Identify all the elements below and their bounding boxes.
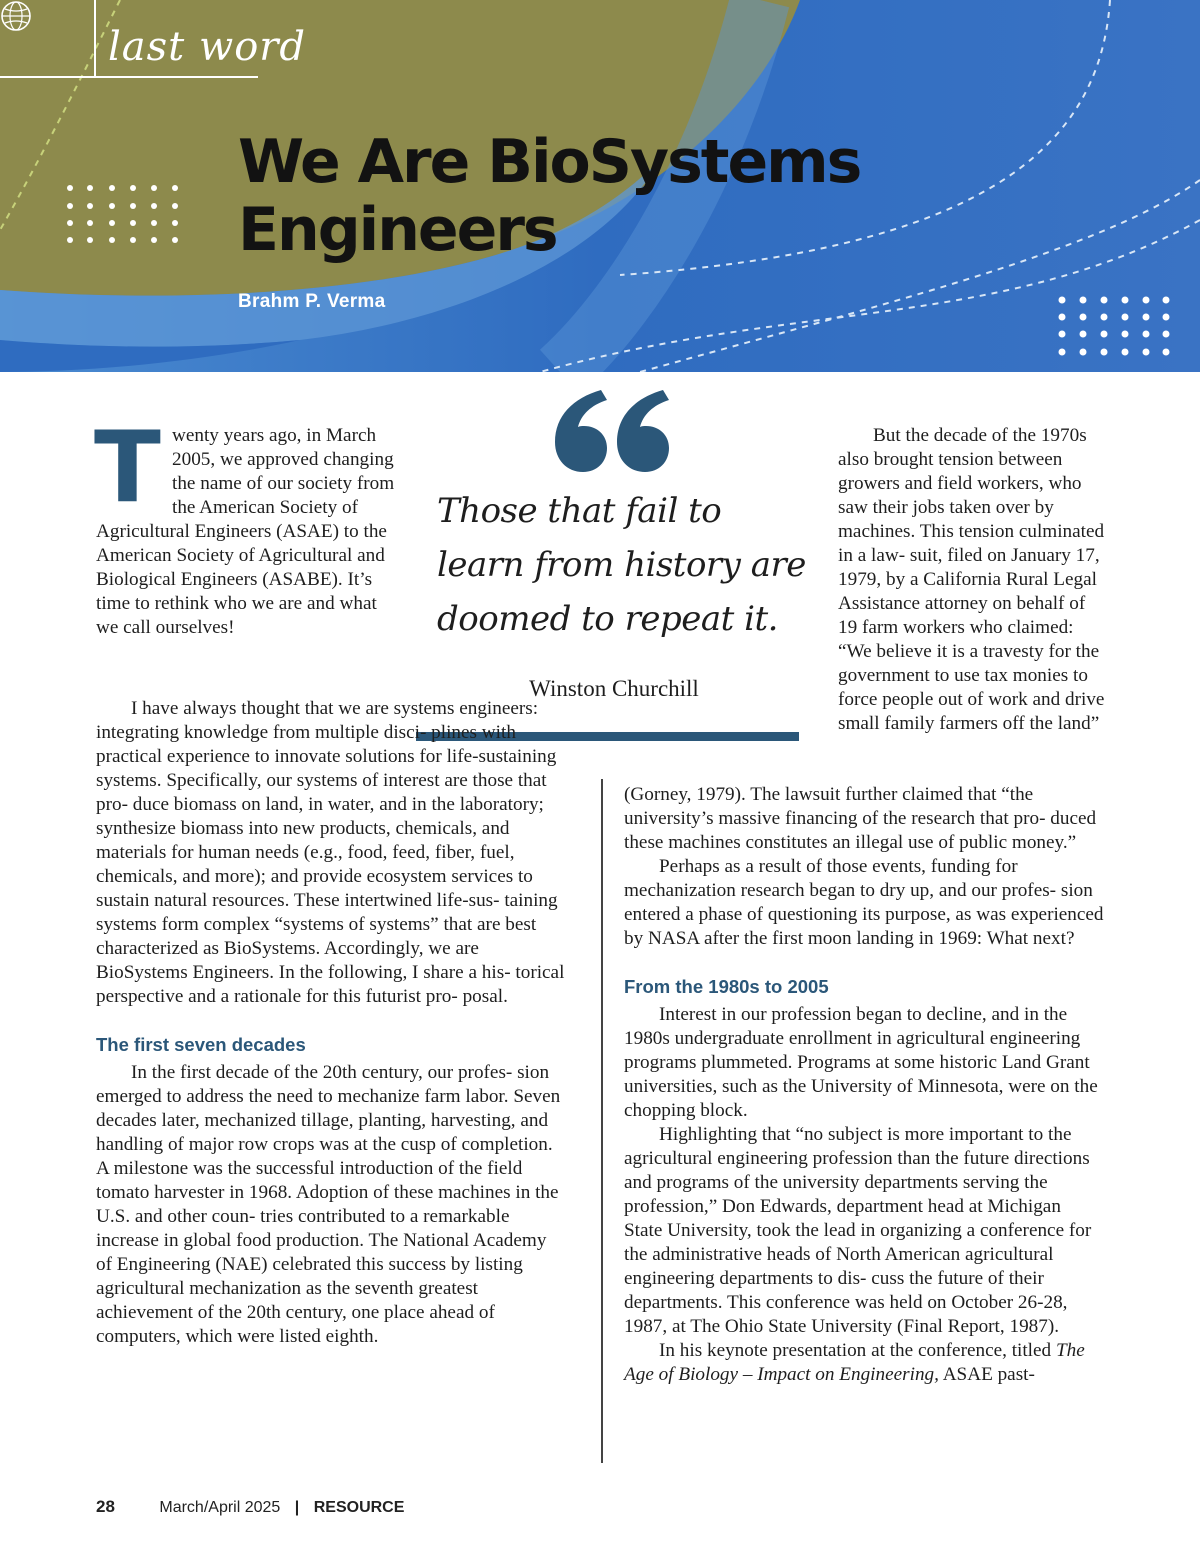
- section-tag-underline: [0, 76, 258, 78]
- title-line-2: Engineers: [238, 195, 557, 265]
- intro-paragraph-2: I have always thought that we are systems engineers: integrating knowledge from multiple disci- plines with practical experience to innovate solutions for life-sustaining systems. Specifically, our systems of interest are those that pro- duce biomass on land, in water, and in the laboratory; synthesize biomass into new products, chemicals, and materials for human needs (e.g., food, feed, fiber, fuel, chemicals, and more); and provide ecosystem services to sustain natural resources. These intertwined life-sus- taining systems form complex “systems of systems” that are best characterized as BioSystems. Accordingly, we are BioSystems Engineers. In the following, I share a his- torical perspective and a rationale for this futurist pro- posal.: [96, 698, 565, 1007]
- section2-paragraph-3-start: In his keynote presentation at the conference, titled: [659, 1340, 1052, 1361]
- section-tag-divider: [94, 0, 96, 78]
- footer-separator: |: [294, 1499, 300, 1516]
- column-divider: [601, 779, 603, 1463]
- issue-date: March/April 2025: [159, 1499, 281, 1516]
- section2-paragraph-2: Highlighting that “no subject is more important to the agricultural engineering profession than the future directions and programs of the university departments serving the profession,” Don Edwards, department head at Michigan State University, took the lead in organizing a conference for the administrative heads of North American agricultural engineering departments to dis- cuss the future of their departments. This conference was held on October 26-28, 1987, at The Ohio State University (Final Report, 1987).: [624, 1124, 1092, 1337]
- page-number: 28: [96, 1497, 115, 1516]
- author-byline: Brahm P. Verma: [238, 291, 386, 312]
- magazine-name: RESOURCE: [313, 1499, 405, 1516]
- quote-mark-icon: [551, 386, 671, 476]
- pull-quote-text: Those that fail to learn from history are doomed to repeat it.: [437, 491, 806, 639]
- page-title: [238, 128, 860, 264]
- column3-paragraph-2: Perhaps as a result of those events, funding for mechanization research began to dry up, and our profes- sion entered a phase of questioning its purpose, as was experienced by NASA after the first moon landing in 1969: What next?: [624, 856, 1104, 949]
- title-line-1: We Are BioSystems: [238, 127, 861, 197]
- intro-paragraph-1: [94, 411, 396, 640]
- right-column-upper: [838, 424, 1108, 736]
- column3-paragraph-1: But the decade of the 1970s also brought tension between growers and field workers, who saw their jobs taken over by machines. This tension culminated in a law- suit, filed on January 17, 1979, by a California Rural Legal Assistance attorney on behalf of 19 farm workers who claimed: “We believe it is a travesty for the government to use tax monies to force people out of work and drive small family farmers off the land”: [838, 425, 1105, 734]
- column3-paragraph-1-continued: (Gorney, 1979). The lawsuit further claimed that “the university’s massive financing of the research that pro- duced these machines constitutes an illegal use of public money.”: [624, 784, 1097, 853]
- section-tag: last word: [108, 24, 307, 70]
- section2-paragraph-1: Interest in our profession began to decline, and in the 1980s undergraduate enrollment in agricultural engineering programs plummeted. Programs at some historic Land Grant universities, such as the University of Minnesota, were on the chopping block.: [624, 1004, 1098, 1121]
- intro-paragraph-1-text: wenty years ago, in March 2005, we approved changing the name of our society from the American Society of Agricultural Engineers (ASAE) to the American Society of Agricultural and Biological Engineers (ASABE). It’s time to rethink who we are and what we call ourselves!: [96, 425, 395, 638]
- section1-paragraph-1: In the first decade of the 20th century, our profes- sion emerged to address the need to mechanize farm labor. Seven decades later, mechanized tillage, planting, harvesting, and handling of major row crops was at the cusp of completion. A milestone was the successful introduction of the field tomato harvester in 1968. Adoption of these machines in the U.S. and other coun- tries contributed to a remarkable increase in global food production. The National Academy of Engineering (NAE) celebrated this success by listing agricultural mechanization as the seventh greatest achievement of the 20th century, one place ahead of computers, which were listed eighth.: [96, 1062, 561, 1347]
- right-column: [624, 783, 1104, 1387]
- drop-cap: T: [94, 411, 161, 525]
- keynote-title: The Age of Biology – Impact on Engineering,: [624, 1340, 1085, 1385]
- section-heading-2: From the 1980s to 2005: [624, 976, 829, 997]
- left-column: [96, 697, 566, 1349]
- page-footer: [96, 1497, 404, 1517]
- section-heading-1: The first seven decades: [96, 1034, 306, 1055]
- section2-paragraph-3-end: ASAE past-: [942, 1364, 1035, 1385]
- intro-column-upper: [94, 411, 396, 640]
- pull-quote-attribution: Winston Churchill: [529, 676, 699, 701]
- header-banner: [0, 0, 1200, 372]
- section2-paragraph-3: [624, 1339, 1104, 1387]
- globe-icon: [0, 0, 32, 32]
